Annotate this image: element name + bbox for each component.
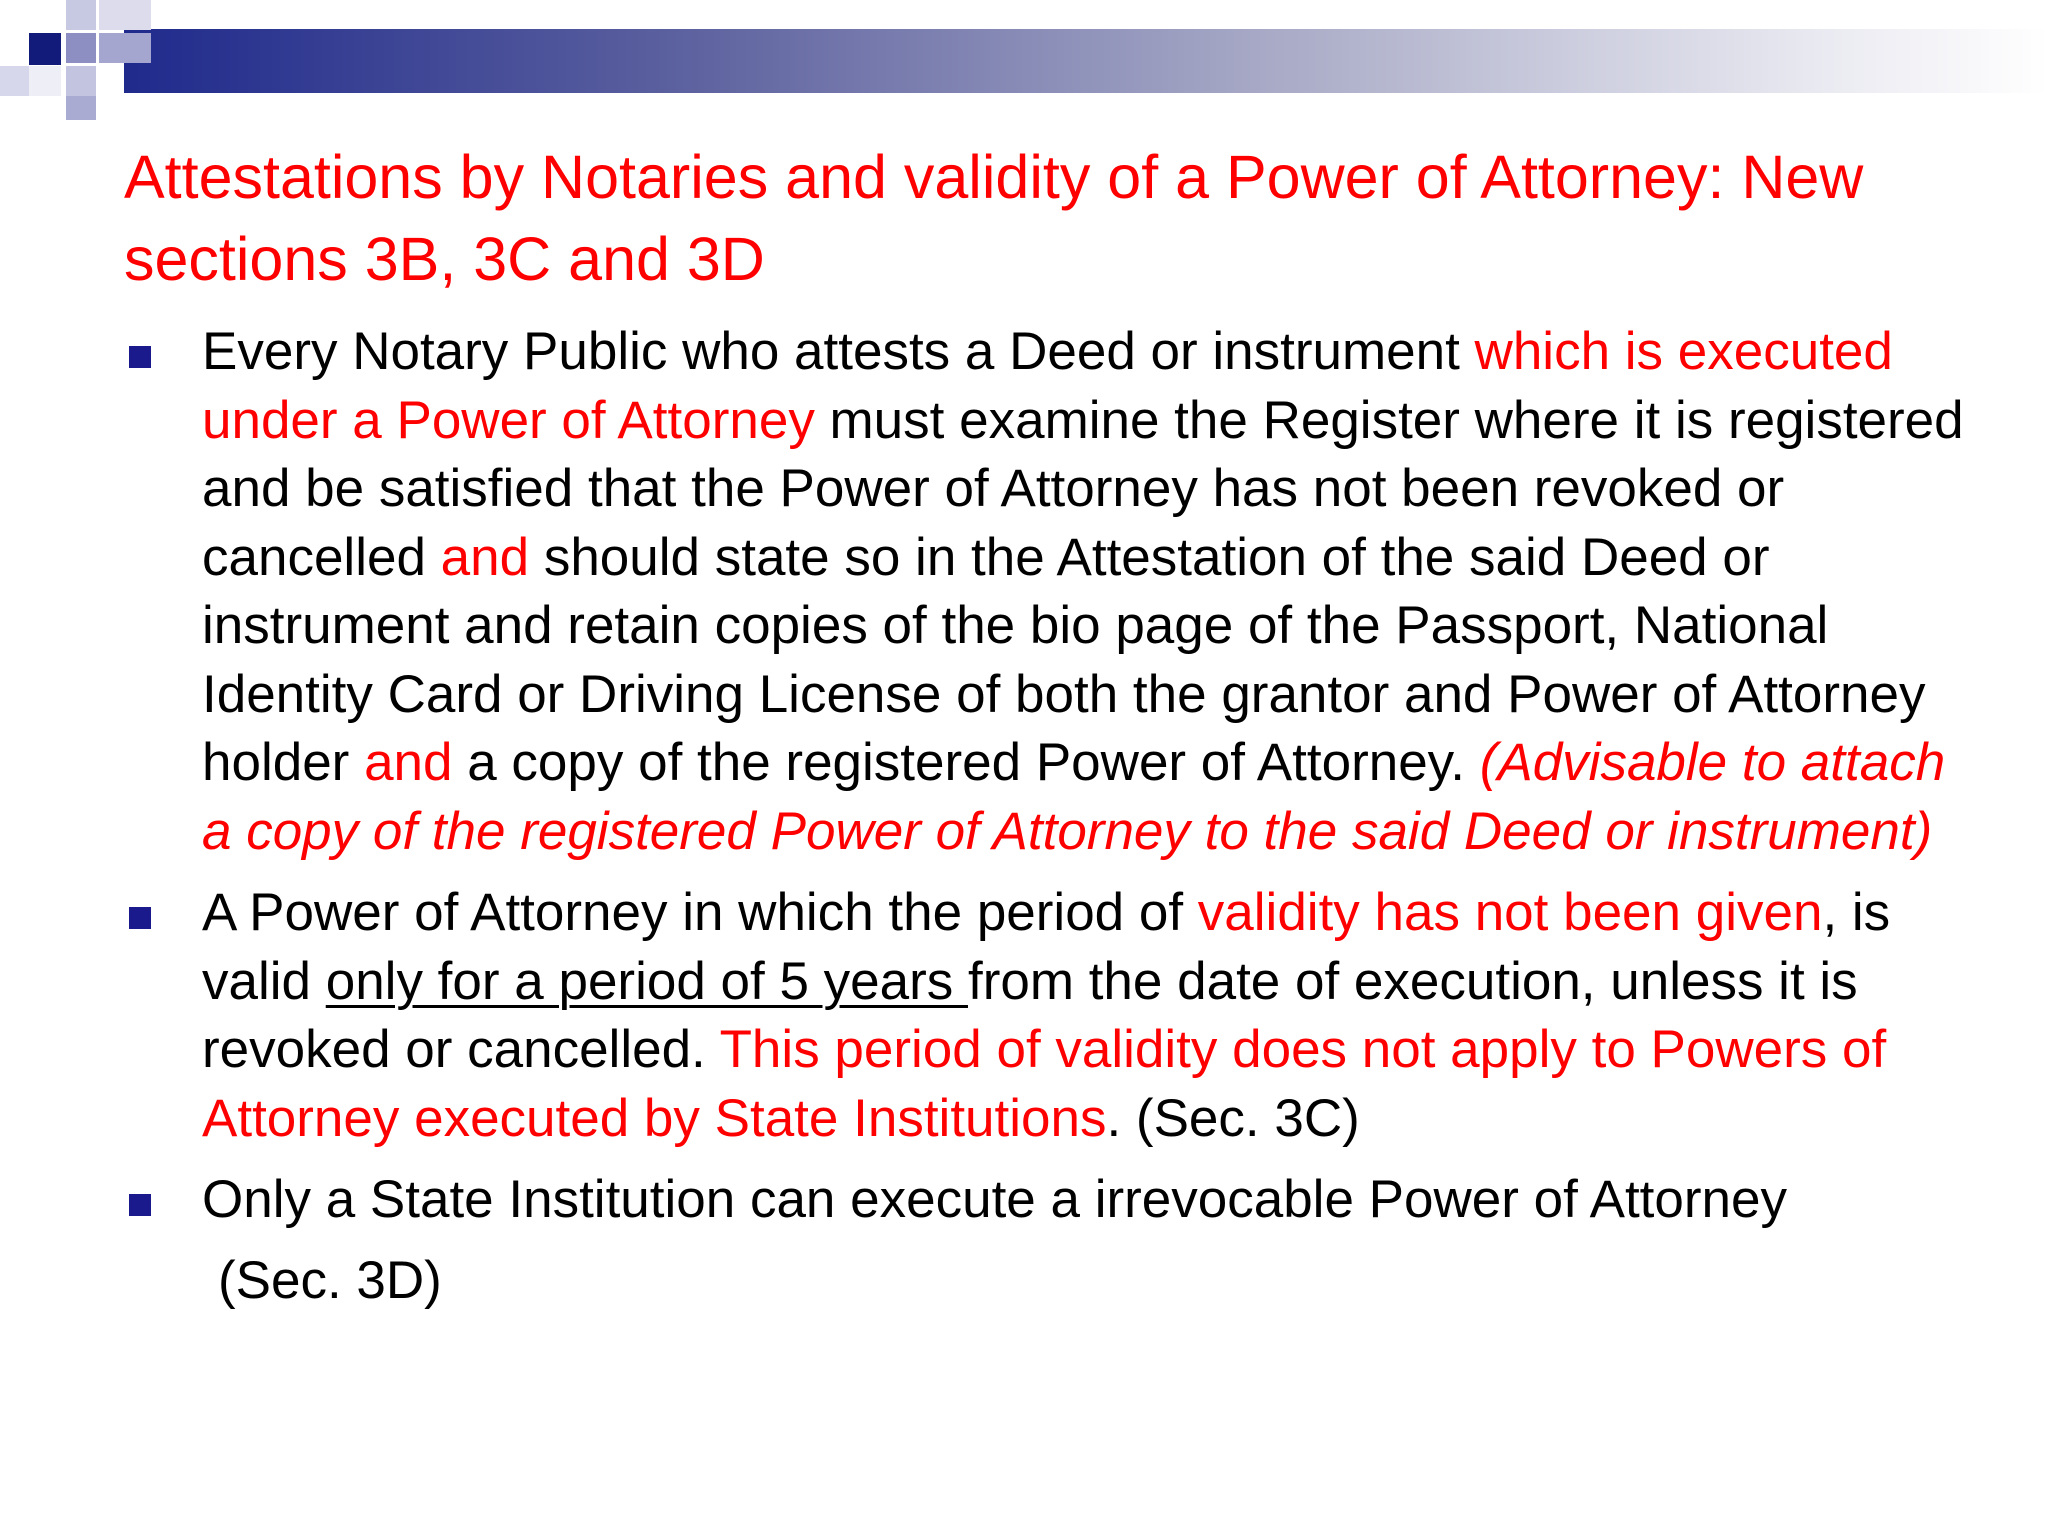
section-reference: (Sec. 3D) [218,1250,442,1310]
header-square-light-2 [99,0,151,30]
header-square-mid-1 [66,33,96,63]
emphasis-segment: and [440,527,530,587]
emphasis-segment: This period of validity does not apply to Powers of Attorney executed by State Institutions [202,1020,1887,1148]
emphasis-segment: which is executed under a Power of Attorney [202,322,1893,450]
header-square-light-3 [0,66,30,96]
text-segment: a copy of the registered Power of Attorney. [452,733,1480,792]
slide-title: Attestations by Notaries and validity of a Power of Attorney: New sections 3B, 3C and 3D [124,143,1864,293]
header-square-navy [29,33,61,65]
header-gradient-bar [124,29,2048,93]
text-segment: Every Notary Public who attests a Deed or instrument [202,322,1475,381]
header-square-light-5 [66,96,96,120]
header-square-light-6 [29,66,61,96]
text-segment: from the date of execution, unless it is revoked or cancelled. [202,951,1858,1079]
bullet-list [124,318,1984,1315]
emphasis-segment: validity has not been given [1197,883,1823,942]
bullet-square-icon [129,1194,151,1216]
text-segment: . (Sec. 3C) [1106,1088,1360,1148]
text-segment: Only a State Institution can execute a irrevocable Power of Attorney [202,1170,1787,1229]
bullet-square-icon [129,346,151,368]
text-segment: must examine the Register where it is registered and be satisfied that the Power of Attorney has not been revoked or cancelled [202,390,1964,587]
underlined-segment: only for a period of 5 years [325,951,968,1011]
text-segment: should state so in the Attestation of the said Deed or instrument and retain copies of the bio page of the Passport, National Identity Card or Driving License of both the grantor and Power of Attorney holder [202,527,1926,792]
header-square-mid-2 [99,33,151,63]
bullet-square-icon [129,907,151,929]
header-square-light-4 [66,66,96,96]
text-segment: A Power of Attorney in which the period of [202,883,1198,942]
advisory-note: (Advisable to attach a copy of the registered Power of Attorney to the said Deed or instrument) [202,733,1946,861]
header-square-light-1 [66,0,96,30]
bullet-item-validity-period [124,879,1984,1153]
bullet-item-irrevocable-poa [124,1166,1984,1315]
emphasis-segment: and [364,733,453,792]
text-segment: , is valid [202,883,1891,1011]
bullet-item-notary-attestation [124,318,1984,866]
